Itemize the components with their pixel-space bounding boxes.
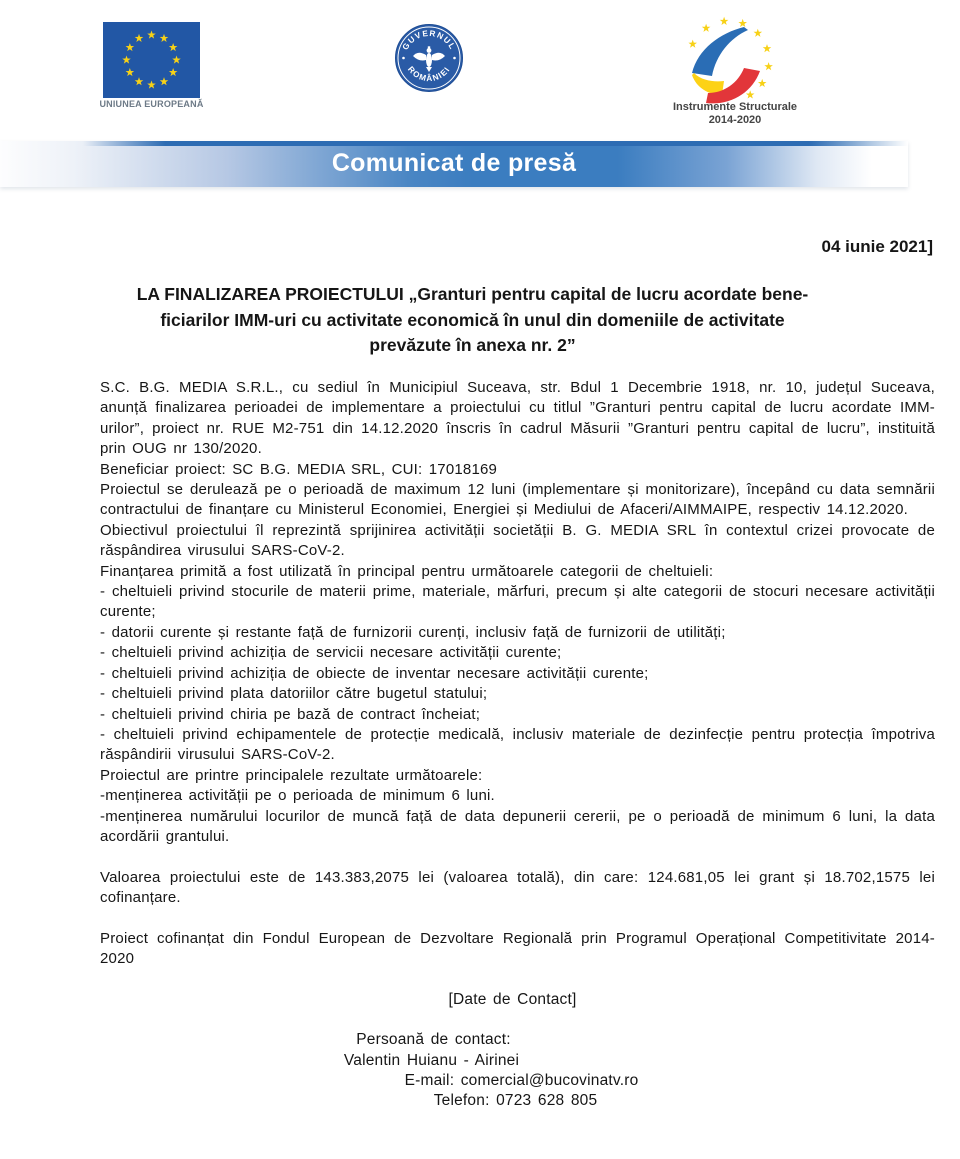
banner-title: Comunicat de presă	[331, 149, 577, 177]
gov-romania-seal-logo	[394, 23, 464, 93]
contact-line: Telefon: 0723 628 805	[433, 1092, 598, 1110]
body-paragraphs	[100, 378, 935, 970]
paragraph: -menținerea activității pe o perioada de minimum 6 luni.	[100, 787, 495, 805]
heading-line: ficiarilor IMM-uri cu activitate economică în unul din domeniile de activitate	[160, 309, 785, 330]
heading-line: prevăzute în anexa nr. 2”	[369, 335, 576, 355]
contact-line: Valentin Huianu - Airinei	[343, 1051, 520, 1069]
press-release-banner	[0, 141, 908, 187]
contact-line: E-mail: comercial@bucovinatv.ro	[404, 1071, 639, 1089]
paragraph: Beneficiar proiect: SC B.G. MEDIA SRL, CUI: 17018169	[100, 460, 498, 478]
paragraph	[100, 909, 935, 929]
paragraph: - cheltuieli privind plata datoriilor către bugetul statului;	[100, 685, 488, 703]
contact-section-header: [Date de Contact]	[448, 990, 577, 1008]
contact-section	[100, 990, 935, 1112]
gov-seal-top-text: GUVERNUL	[400, 28, 458, 52]
heading-line: LA FINALIZAREA PROIECTULUI „Granturi pentru capital de lucru acordate bene-	[136, 284, 809, 304]
gov-seal-bottom-text: ROMÂNIEI	[405, 64, 452, 84]
date-line: 04 iunie 2021]	[821, 237, 933, 256]
paragraph	[100, 847, 935, 867]
contact-lines	[100, 1030, 935, 1112]
document-body	[100, 378, 935, 1112]
structural-instruments-caption	[650, 101, 820, 127]
paragraph: - cheltuieli privind achiziția de servicii necesare activității curente;	[100, 644, 562, 662]
paragraph: Valoarea proiectului este de 143.383,2075 lei (valoarea totală), din care: 124.681,05 lei grant și 18.702,1575 lei cofinanțare.	[100, 868, 935, 907]
eu-flag-logo	[103, 22, 200, 98]
paragraph: S.C. B.G. MEDIA S.R.L., cu sediul în Municipiul Suceava, str. Bdul 1 Decembrie 1918, nr. 10, județul Suceava, anunță finalizarea perioadei de implementare a proiectului cu titlul ”Granturi pentru capital de lucru acordate IMM-urilor”, proiect nr. RUE M2-751 din 14.12.2020 înscris în cadrul Măsurii ”Granturi pentru capital de lucru”, instituită prin OUG nr 130/2020.	[100, 379, 935, 458]
contact-line: Persoană de contact:	[356, 1031, 511, 1049]
paragraph: Proiect cofinanțat din Fondul European de Dezvoltare Regională prin Programul Operațional Competitivitate 2014-2020	[100, 929, 935, 968]
paragraph: - datorii curente și restante față de furnizorii curenți, inclusiv față de furnizorii de utilități;	[100, 623, 726, 641]
structural-instruments-caption-line2: 2014-2020	[708, 114, 762, 126]
structural-instruments-logo	[672, 13, 787, 108]
eu-flag-caption: UNIUNEA EUROPEANĂ	[99, 99, 204, 109]
paragraph: -menținerea numărului locurilor de muncă față de data depunerii cererii, pe o perioadă de minimum 6 luni, la data acordării grantului.	[100, 807, 935, 845]
paragraph: - cheltuieli privind achiziția de obiecte de inventar necesare activității curente;	[100, 664, 649, 682]
paragraph: Proiectul se derulează pe o perioadă de maximum 12 luni (implementare și monitorizare), începând cu data semnării contractului de finanțare cu Ministerul Economiei, Energiei și Mediului de Afaceri/AIMMAIPE, respectiv 14.12.2020.	[100, 481, 935, 519]
banner-top-strip	[83, 141, 908, 146]
paragraph: Obiectivul proiectului îl reprezintă sprijinirea activității societății B. G. MEDIA SRL în contextul crizei provocate de răspândirea virusului SARS-CoV-2.	[100, 521, 935, 560]
document-heading	[95, 282, 850, 359]
paragraph: - cheltuieli privind stocurile de materii prime, materiale, mărfuri, precum și alte categorii de stocuri necesare activității curente;	[100, 583, 935, 621]
structural-instruments-caption-line1: Instrumente Structurale	[672, 101, 798, 113]
paragraph: Finanțarea primită a fost utilizată în principal pentru următoarele categorii de cheltuieli:	[100, 562, 714, 580]
paragraph: - cheltuieli privind chiria pe bază de contract încheiat;	[100, 705, 481, 723]
paragraph: - cheltuieli privind echipamentele de protecție medicală, inclusiv materiale de dezinfecție pentru protecția împotriva răspândirii virusului SARS-CoV-2.	[100, 725, 935, 764]
paragraph: Proiectul are printre principalele rezultate următoarele:	[100, 766, 483, 784]
